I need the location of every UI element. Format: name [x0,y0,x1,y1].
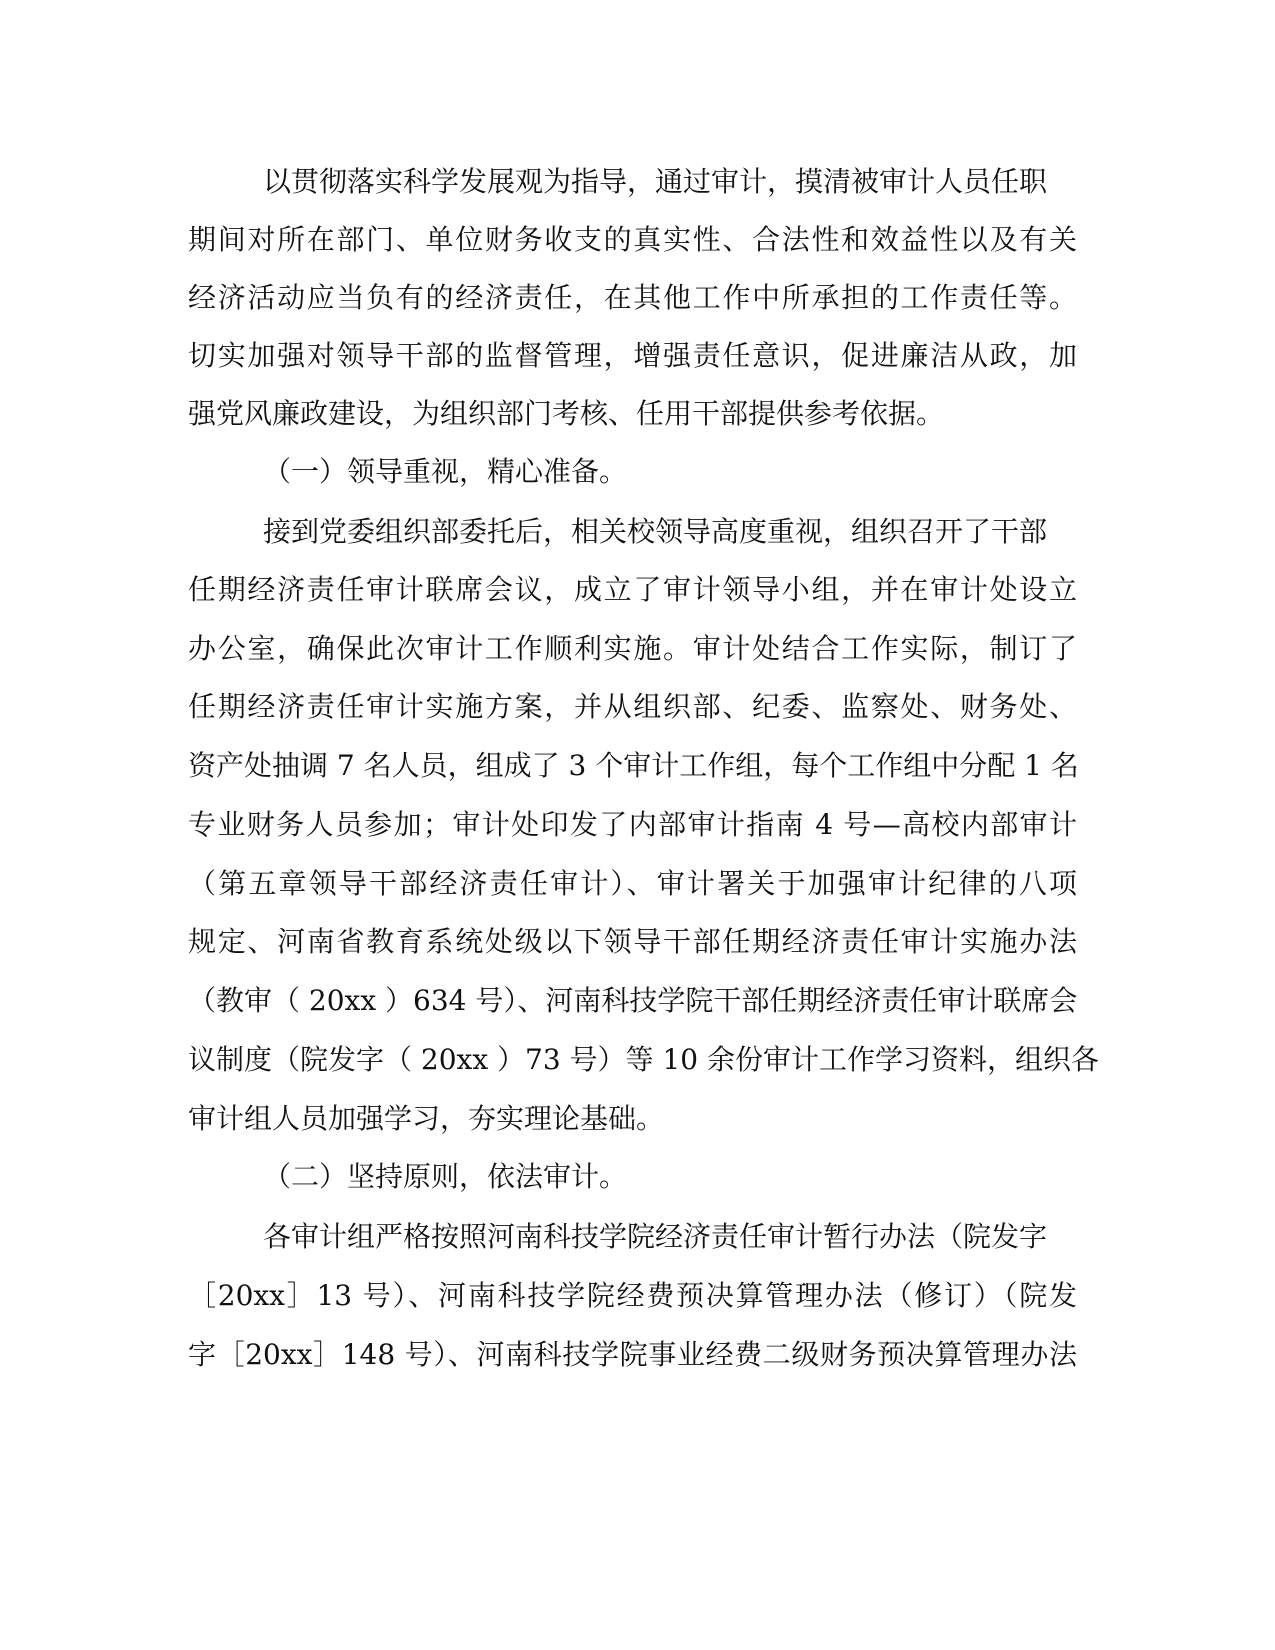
section-heading: （二）坚持原则，依法审计。 [263,1160,628,1193]
paragraph-line: 以贯彻落实科学发展观为指导，通过审计，摸清被审计人员任职 [263,165,1048,198]
paragraph-line: 各审计组严格按照河南科技学院经济责任审计暂行办法（院发字 [263,1220,1048,1253]
paragraph-line: 字［20xx］148 号）、河南科技学院事业经费二级财务预决算管理办法 [188,1338,1077,1371]
paragraph-line: （第五章领导干部经济责任审计）、审计署关于加强审计纪律的八项 [188,867,1077,900]
paragraph-line: ［20xx］13 号）、河南科技学院经费预决算管理办法（修订）（院发 [188,1279,1077,1312]
paragraph-line: 审计组人员加强学习，夯实理论基础。 [188,1102,665,1135]
paragraph-line: 任期经济责任审计联席会议，成立了审计领导小组，并在审计处设立 [188,573,1077,606]
paragraph-line: 专业财务人员参加；审计处印发了内部审计指南 4 号—高校内部审计 [188,808,1077,841]
paragraph-line: 切实加强对领导干部的监督管理，增强责任意识，促进廉洁从政，加 [188,339,1077,372]
paragraph-line: 经济活动应当负有的经济责任，在其他工作中所承担的工作责任等。 [188,281,1077,314]
section-heading: （一）领导重视，精心准备。 [263,455,628,488]
paragraph-line: 办公室，确保此次审计工作顺利实施。审计处结合工作实际，制订了 [188,632,1077,665]
paragraph-line: 规定、河南省教育系统处级以下领导干部任期经济责任审计实施办法 [188,925,1077,958]
paragraph-line: 期间对所在部门、单位财务收支的真实性、合法性和效益性以及有关 [188,223,1077,256]
paragraph-line: 强党风廉政建设，为组织部门考核、任用干部提供参考依据。 [188,397,945,430]
paragraph-line: 议制度（院发字（ 20xx ）73 号）等 10 余份审计工作学习资料，组织各 [188,1043,1099,1076]
paragraph-line: 资产处抽调 7 名人员，组成了 3 个审计工作组，每个工作组中分配 1 名 [188,749,1079,782]
paragraph-line: （教审（ 20xx ）634 号）、河南科技学院干部任期经济责任审计联席会 [188,984,1078,1017]
paragraph-line: 接到党委组织部委托后，相关校领导高度重视，组织召开了干部 [263,515,1048,548]
paragraph-line: 任期经济责任审计实施方案，并从组织部、纪委、监察处、财务处、 [188,690,1077,723]
